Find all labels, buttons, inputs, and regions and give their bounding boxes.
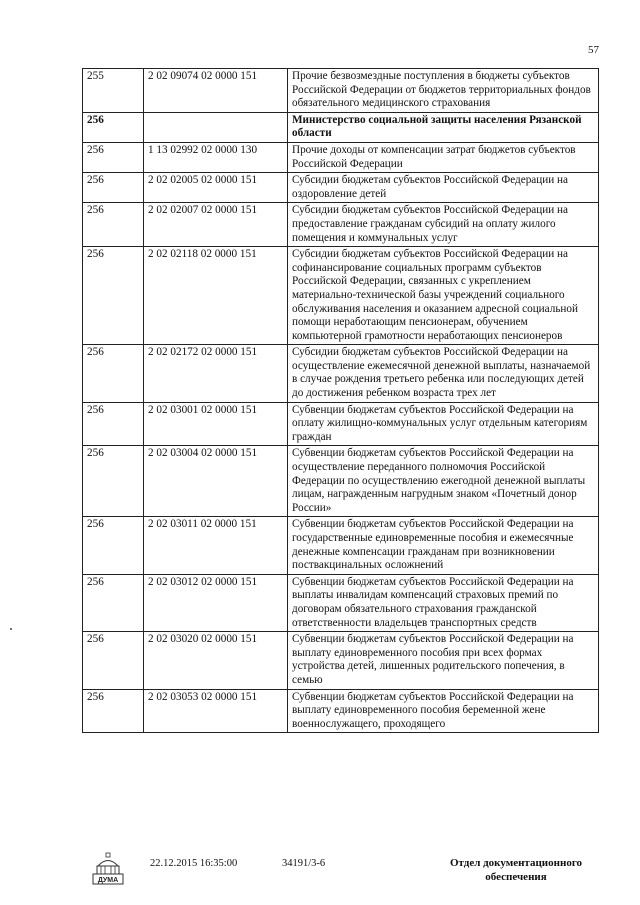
svg-text:ДУМА: ДУМА [97, 877, 119, 884]
table-row [83, 247, 599, 345]
admin-code-cell: 256 [83, 247, 144, 345]
budget-code-cell: 2 02 02118 02 0000 151 [144, 247, 288, 345]
table-row [83, 69, 599, 113]
table-row [83, 402, 599, 446]
table-row [83, 517, 599, 574]
admin-code-cell: 256 [83, 446, 144, 517]
admin-code-cell: 256 [83, 402, 144, 446]
revenue-codes-table [82, 68, 599, 733]
table-row [83, 173, 599, 203]
revenue-name-cell: Субвенции бюджетам субъектов Российской Федерации на осуществление переданного полномочия Российской Федерации по осуществлению ежегодной денежной выплаты лицам, награжденным нагрудным знаком «Почетный донор России» [288, 446, 599, 517]
admin-code-cell: 256 [83, 112, 144, 142]
department-line-2: обеспечения [485, 871, 547, 883]
admin-code-cell: 256 [83, 203, 144, 247]
budget-code-cell: 2 02 02007 02 0000 151 [144, 203, 288, 247]
revenue-name-cell: Прочие безвозмездные поступления в бюджеты субъектов Российской Федерации от бюджетов территориальных фондов обязательного медицинского страхования [288, 69, 599, 113]
admin-code-cell: 256 [83, 142, 144, 172]
budget-code-cell: 2 02 03020 02 0000 151 [144, 632, 288, 689]
print-timestamp: 22.12.2015 16:35:00 [150, 858, 238, 869]
table-row [83, 112, 599, 142]
scan-speck [10, 628, 12, 630]
table-row [83, 345, 599, 402]
table-row [83, 446, 599, 517]
budget-code-cell: 2 02 02005 02 0000 151 [144, 173, 288, 203]
admin-code-cell: 256 [83, 632, 144, 689]
page-footer [0, 852, 640, 892]
admin-code-cell: 256 [83, 173, 144, 203]
budget-code-cell [144, 112, 288, 142]
table-row [83, 203, 599, 247]
revenue-name-cell: Министерство социальной защиты населения Рязанской области [288, 112, 599, 142]
revenue-name-cell: Субвенции бюджетам субъектов Российской Федерации на оплату жилищно-коммунальных услуг отдельным категориям граждан [288, 402, 599, 446]
revenue-name-cell: Субвенции бюджетам субъектов Российской Федерации на государственные единовременные пособия и ежемесячные денежные компенсации гражданам при возникновении поствакцинальных осложнений [288, 517, 599, 574]
budget-code-cell: 1 13 02992 02 0000 130 [144, 142, 288, 172]
department-line-1: Отдел документационного [449, 857, 583, 869]
admin-code-cell: 255 [83, 69, 144, 113]
department-stamp [446, 856, 586, 884]
revenue-name-cell: Субсидии бюджетам субъектов Российской Федерации на оздоровление детей [288, 173, 599, 203]
page-number: 57 [588, 44, 599, 56]
table-row [83, 142, 599, 172]
table-row [83, 689, 599, 733]
budget-code-cell: 2 02 03053 02 0000 151 [144, 689, 288, 733]
revenue-name-cell: Прочие доходы от компенсации затрат бюджетов субъектов Российской Федерации [288, 142, 599, 172]
document-code: 34191/3-6 [282, 858, 326, 869]
admin-code-cell: 256 [83, 574, 144, 631]
budget-code-cell: 2 02 03004 02 0000 151 [144, 446, 288, 517]
budget-code-cell: 2 02 03001 02 0000 151 [144, 402, 288, 446]
admin-code-cell: 256 [83, 517, 144, 574]
admin-code-cell: 256 [83, 689, 144, 733]
duma-emblem-icon [88, 852, 128, 886]
revenue-name-cell: Субвенции бюджетам субъектов Российской Федерации на выплаты инвалидам компенсаций страховых премий по договорам обязательного страхования гражданской ответственности владельцев транспортных средств [288, 574, 599, 631]
table-body [83, 69, 599, 733]
table-row [83, 632, 599, 689]
budget-code-cell: 2 02 03012 02 0000 151 [144, 574, 288, 631]
budget-code-cell: 2 02 09074 02 0000 151 [144, 69, 288, 113]
revenue-name-cell: Субвенции бюджетам субъектов Российской Федерации на выплату единовременного пособия беременной жене военнослужащего, проходящего [288, 689, 599, 733]
admin-code-cell: 256 [83, 345, 144, 402]
revenue-name-cell: Субсидии бюджетам субъектов Российской Федерации на софинансирование социальных программ субъектов Российской Федерации, связанных с укреплением материально-технической базы учреждений социального обслуживания населения и оказанием адресной социальной помощи неработающим пенсионерам, обучением компьютерной грамотности неработающих пенсионеров [288, 247, 599, 345]
revenue-name-cell: Субвенции бюджетам субъектов Российской Федерации на выплату единовременного пособия при всех формах устройства детей, лишенных родительского попечения, в семью [288, 632, 599, 689]
table-row [83, 574, 599, 631]
revenue-name-cell: Субсидии бюджетам субъектов Российской Федерации на осуществление ежемесячной денежной выплаты, назначаемой в случае рождения третьего ребенка или последующих детей до достижения ребенком возраста трех лет [288, 345, 599, 402]
revenue-name-cell: Субсидии бюджетам субъектов Российской Федерации на предоставление гражданам субсидий на оплату жилого помещения и коммунальных услуг [288, 203, 599, 247]
budget-code-cell: 2 02 02172 02 0000 151 [144, 345, 288, 402]
budget-code-cell: 2 02 03011 02 0000 151 [144, 517, 288, 574]
